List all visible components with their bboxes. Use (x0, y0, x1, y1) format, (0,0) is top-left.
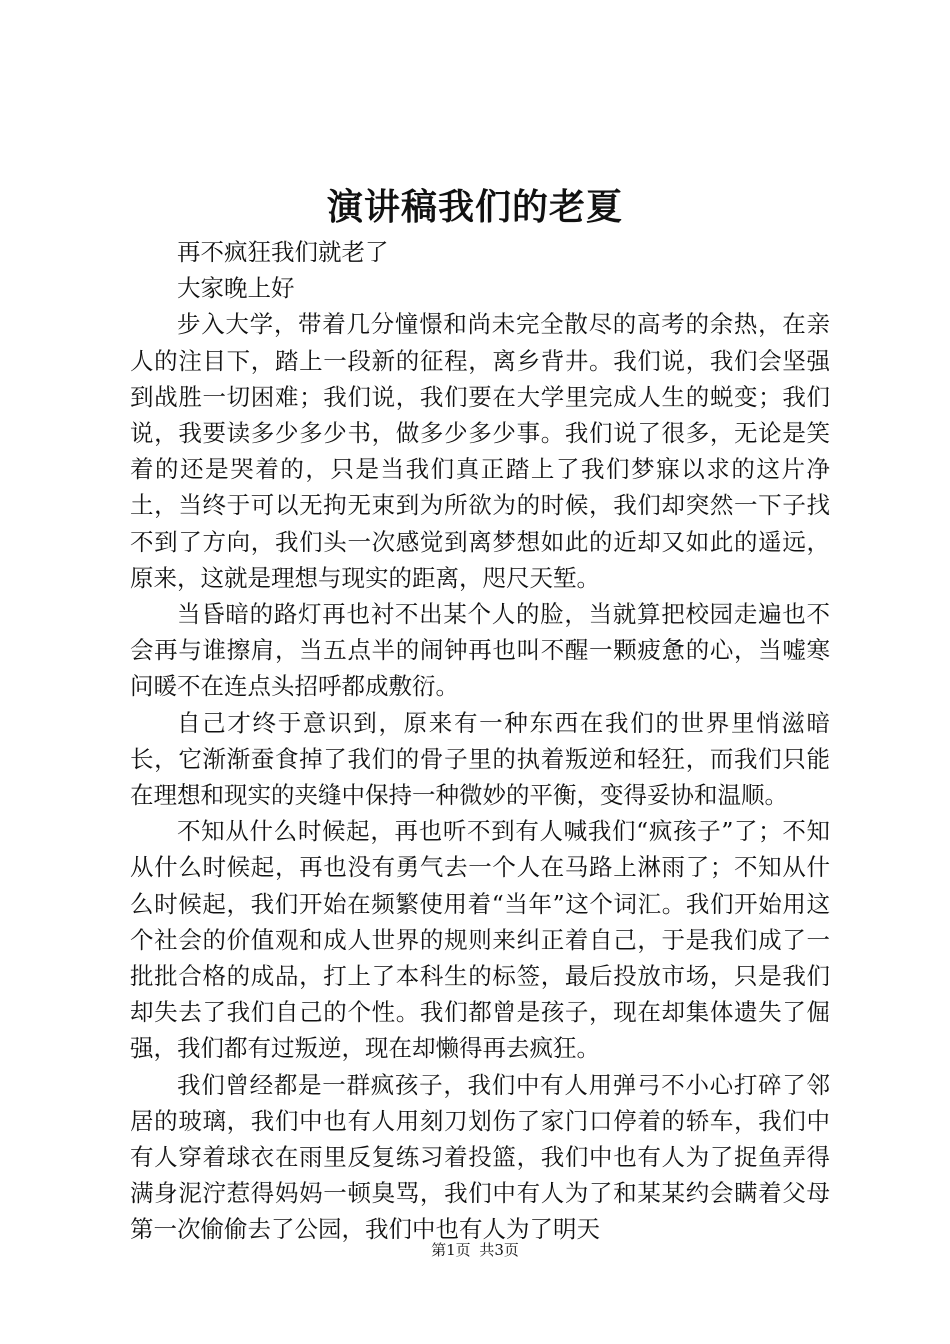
page-total: 共3页 (479, 1241, 519, 1259)
paragraph: 不知从什么时候起，再也听不到有人喊我们“疯孩子”了；不知从什么时候起，再也没有勇气去一个人在马路上淋雨了；不知从什么时候起，我们开始在频繁使用着“当年”这个词汇。我们开始用这个社会的价值观和成人世界的规则来纠正着自己，于是我们成了一批批合格的成品，打上了本科生的标签，最后投放市场，只是我们却失去了我们自己的个性。我们都曾是孩子，现在却集体遗失了倔强，我们都有过叛逆，现在却懒得再去疯狂。 (130, 817, 830, 1063)
paragraph: 我们曾经都是一群疯孩子，我们中有人用弹弓不小心打碎了邻居的玻璃，我们中也有人用刻刀划伤了家门口停着的轿车，我们中有人穿着球衣在雨里反复练习着投篮，我们中也有人为了捉鱼弄得满身泥泞惹得妈妈一顿臭骂，我们中有人为了和某某约会瞒着父母第一次偷偷去了公园，我们中也有人为了明天 (130, 1070, 830, 1244)
paragraph: 步入大学，带着几分憧憬和尚未完全散尽的高考的余热，在亲人的注目下，踏上一段新的征程，离乡背井。我们说，我们会坚强到战胜一切困难；我们说，我们要在大学里完成人生的蜕变；我们说，我要读多少多少书，做多少多少事。我们说了很多，无论是笑着的还是哭着的，只是当我们真正踏上了我们梦寐以求的这片净土，当终于可以无拘无束到为所欲为的时候，我们却突然一下子找不到了方向，我们头一次感觉到离梦想如此的近却又如此的遥远，原来，这就是理想与现实的距离，咫尺天堑。 (130, 310, 830, 592)
paragraph: 当昏暗的路灯再也衬不出某个人的脸，当就算把校园走遍也不会再与谁擦肩，当五点半的闹钟再也叫不醒一颗疲惫的心，当嘘寒问暖不在连点头招呼都成敷衍。 (130, 600, 830, 701)
page-number: 第1页 (431, 1241, 471, 1259)
paragraph: 自己才终于意识到，原来有一种东西在我们的世界里悄滋暗长，它渐渐蚕食掉了我们的骨子里的执着叛逆和轻狂，而我们只能在理想和现实的夹缝中保持一种微妙的平衡，变得妥协和温顺。 (130, 708, 830, 810)
paragraph: 再不疯狂我们就老了 (177, 238, 389, 266)
page-footer (0, 1240, 950, 1260)
document-title: 演讲稿我们的老夏 (326, 186, 623, 228)
document-body (130, 234, 830, 1248)
paragraph: 大家晚上好 (177, 274, 295, 303)
